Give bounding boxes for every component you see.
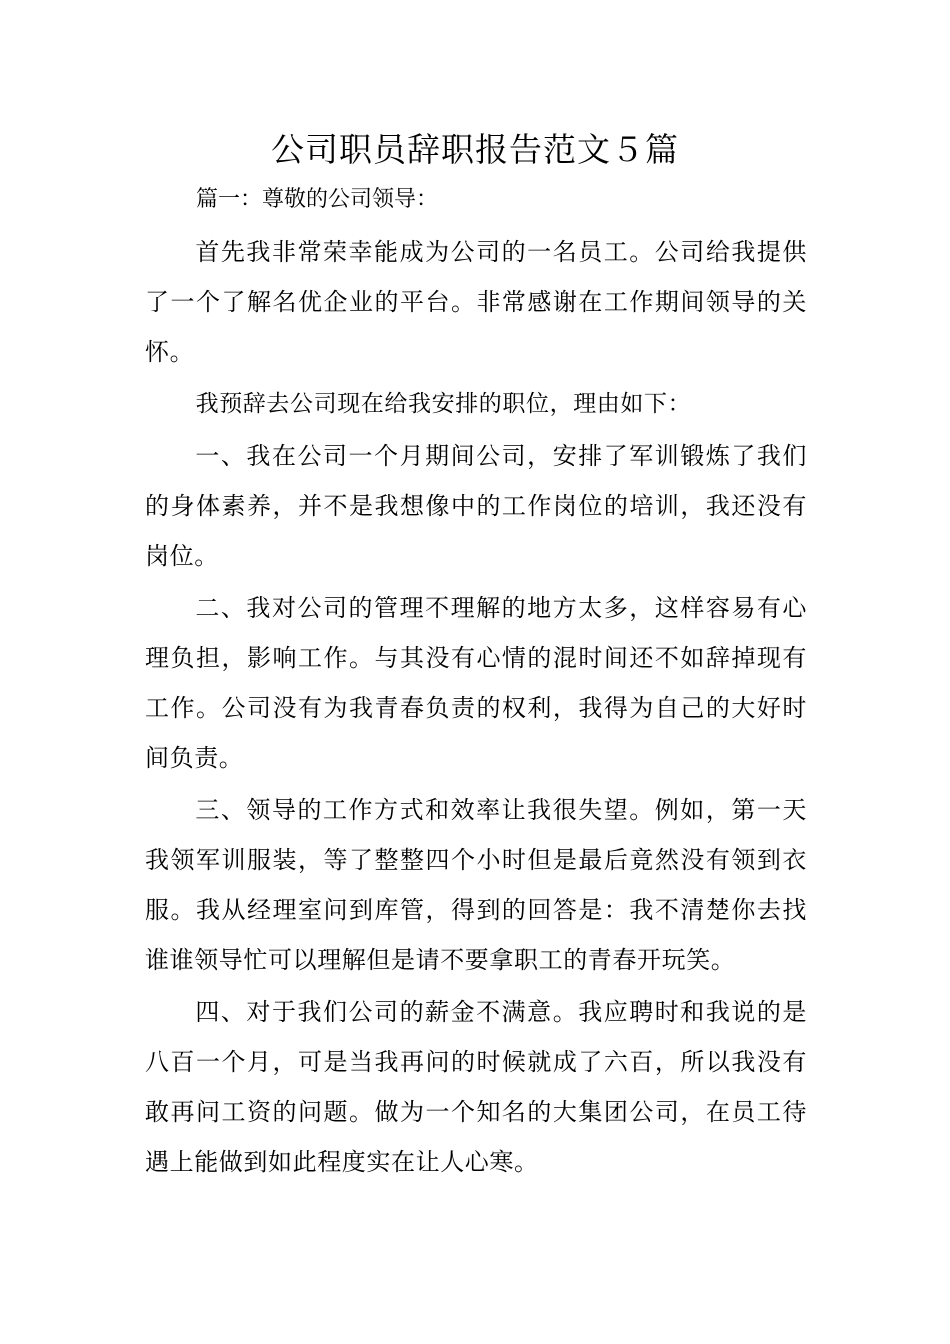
paragraph-2: 我预辞去公司现在给我安排的职位，理由如下： (195, 391, 692, 417)
paragraph-4: 二、我对公司的管理不理解的地方太多，这样容易有心理负担，影响工作。与其没有心情的混时间还不如辞掉现有工作。公司没有为我青春负责的权利，我得为自己的大好时间负责。 (145, 594, 807, 772)
paragraph-5: 三、领导的工作方式和效率让我很失望。例如，第一天我领军训服装，等了整整四个小时但是最后竟然没有领到衣服。我从经理室问到库管，得到的回答是：我不清楚你去找谁谁领导忙可以理解但是请不要拿职工的青春开玩笑。 (145, 796, 807, 974)
document-body (145, 227, 807, 1189)
paragraph-6: 四、对于我们公司的薪金不满意。我应聘时和我说的是八百一个月，可是当我再问的时候就成了六百，所以我没有敢再问工资的问题。做为一个知名的大集团公司，在员工待遇上能做到如此程度实在让人心寒。 (145, 998, 807, 1176)
paragraph-1: 首先我非常荣幸能成为公司的一名员工。公司给我提供了一个了解名优企业的平台。非常感谢在工作期间领导的关怀。 (145, 238, 807, 366)
salutation: 篇一：尊敬的公司领导： (196, 187, 439, 212)
paragraph-3: 一、我在公司一个月期间公司，安排了军训锻炼了我们的身体素养，并不是我想像中的工作岗位的培训，我还没有岗位。 (145, 442, 807, 570)
document-title: 公司职员辞职报告范文５篇 (271, 130, 679, 169)
